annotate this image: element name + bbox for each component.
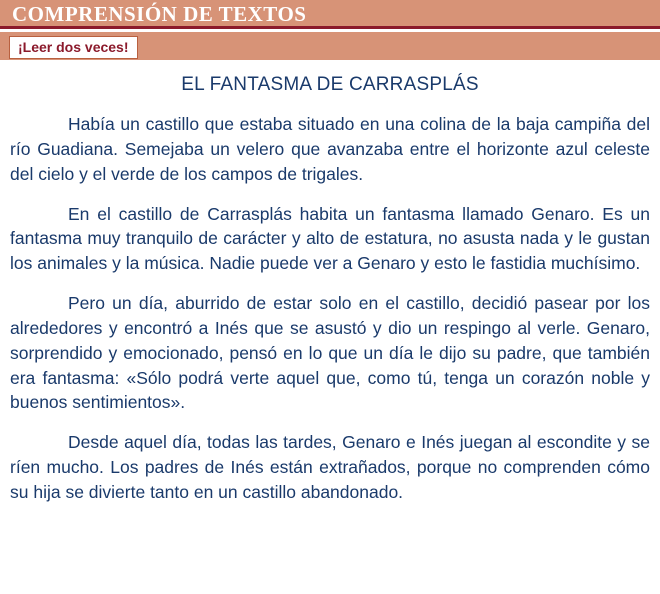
instruction-badge: ¡Leer dos veces!	[9, 36, 138, 59]
story-body	[10, 112, 650, 505]
story-title: EL FANTASMA DE CARRASPLÁS	[181, 74, 479, 95]
page-title: COMPRENSIÓN DE TEXTOS	[12, 2, 307, 26]
instruction-band	[0, 32, 660, 60]
story-paragraph: Había un castillo que estaba situado en una colina de la baja campiña del río Guadiana. Semejaba un velero que avanzaba entre el horizonte azul celeste del cielo y el verde de los campos de trigales.	[10, 114, 650, 184]
header-band	[0, 0, 660, 29]
content-area	[0, 60, 660, 505]
story-paragraph: En el castillo de Carrasplás habita un fantasma llamado Genaro. Es un fantasma muy tranquilo de carácter y alto de estatura, no asusta nada y le gustan los animales y la música. Nadie puede ver a Genaro y esto le fastidia muchísimo.	[10, 203, 650, 274]
story-paragraph: Pero un día, aburrido de estar solo en el castillo, decidió pasear por los alrededores y encontró a Inés que se asustó y dio un respingo al verle. Genaro, sorprendido y emocionado, pensó en lo que un día le dijo su padre, que también era fantasma: «Sólo podrá verte aquel que, como tú, tenga un corazón noble y buenos sentimientos».	[10, 293, 650, 413]
story-paragraph: Desde aquel día, todas las tardes, Genaro e Inés juegan al escondite y se ríen mucho. Los padres de Inés están extrañados, porque no comprenden cómo su hija se divierte tanto en un castillo abandonado.	[10, 432, 650, 502]
